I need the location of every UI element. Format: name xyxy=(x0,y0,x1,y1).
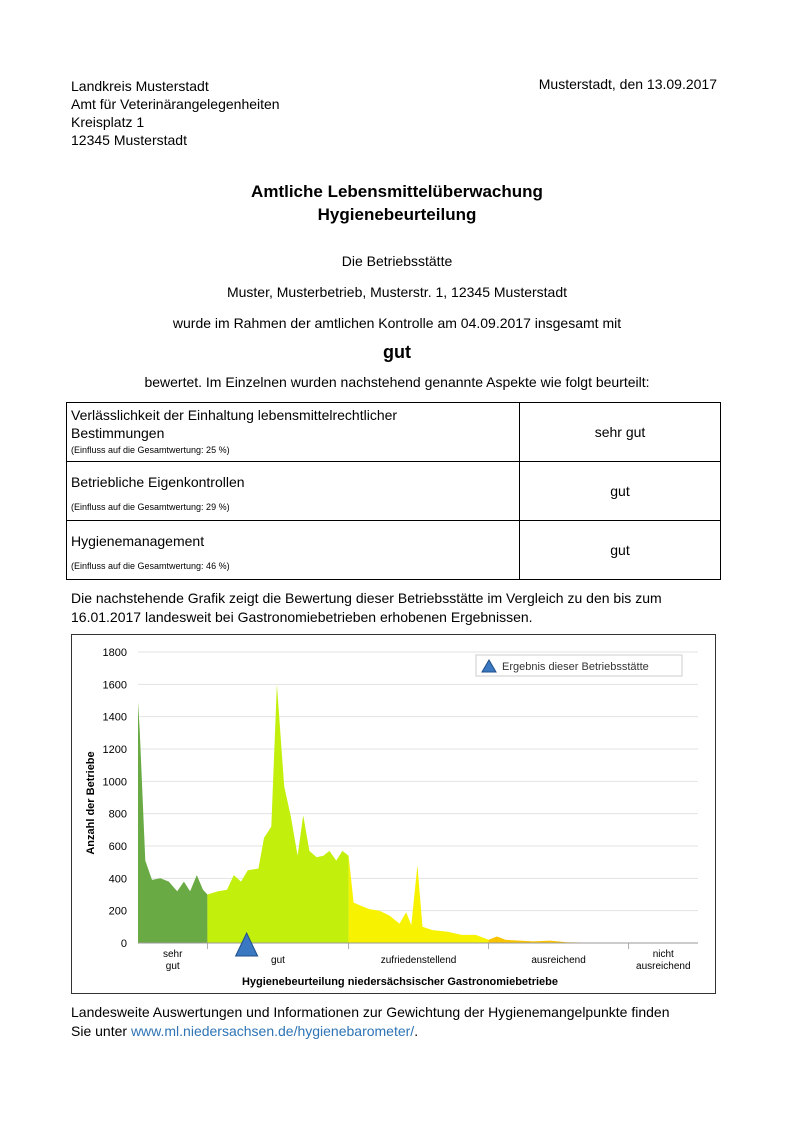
y-tick-label: 1800 xyxy=(102,647,127,659)
category-label: sehr xyxy=(162,949,183,960)
address-line-1: Landkreis Musterstadt xyxy=(71,78,209,94)
hygiene-chart xyxy=(71,634,716,994)
statement-intro: Die Betriebsstätte xyxy=(341,253,453,269)
footer-prefix: Sie unter xyxy=(71,1023,131,1039)
footer-suffix: . xyxy=(414,1023,419,1039)
y-tick-label: 400 xyxy=(108,873,127,886)
area-band xyxy=(489,937,629,944)
y-tick-label: 1200 xyxy=(102,744,127,756)
y-tick-label: 200 xyxy=(108,905,127,918)
address-line-3: Kreisplatz 1 xyxy=(71,114,145,130)
hygienebarometer-link[interactable]: www.ml.niedersachsen.de/hygienebarometer/ xyxy=(130,1023,415,1039)
category-label: gut xyxy=(271,955,285,966)
criteria-row xyxy=(67,403,721,462)
chart-intro-line2: 16.01.2017 landesweit bei Gastronomiebetrieben erhobenen Ergebnissen. xyxy=(71,609,533,625)
criteria-label: Verlässlichkeit der Einhaltung lebensmittelrechtlicher xyxy=(71,407,398,423)
control-text: wurde im Rahmen der amtlichen Kontrolle am 04.09.2017 insgesamt mit xyxy=(172,315,622,331)
overall-rating: gut xyxy=(383,342,411,362)
footer-text xyxy=(71,1003,731,1041)
legend-label: Ergebnis dieser Betriebsstätte xyxy=(502,661,649,673)
document-date: Musterstadt, den 13.09.2017 xyxy=(538,76,717,92)
criteria-table xyxy=(66,402,721,580)
criteria-label: Betriebliche Eigenkontrollen xyxy=(71,474,245,490)
criteria-rating: gut xyxy=(520,521,721,580)
document-title-line2: Hygienebeurteilung xyxy=(317,205,477,224)
criteria-influence: (Einfluss auf die Gesamtwertung: 29 %) xyxy=(71,502,230,512)
chart-intro-line1: Die nachstehende Grafik zeigt die Bewertung dieser Betriebsstätte im Vergleich zu den bis zum xyxy=(71,590,662,606)
establishment-name: Muster, Musterbetrieb, Musterstr. 1, 12345 Musterstadt xyxy=(226,284,568,300)
category-label: nicht xyxy=(652,949,674,960)
criteria-label: Hygienemanagement xyxy=(71,533,205,549)
y-tick-label: 1400 xyxy=(102,711,127,724)
footer-line1: Landesweite Auswertungen und Informationen zur Gewichtung der Hygienemangelpunkte finden xyxy=(71,1004,670,1020)
address-line-4: 12345 Musterstadt xyxy=(71,132,187,148)
y-tick-label: 1600 xyxy=(102,679,127,692)
chart-svg xyxy=(72,635,715,993)
area-band xyxy=(349,856,489,943)
area-band xyxy=(138,702,207,943)
chart-legend xyxy=(476,655,682,676)
y-axis-label: Anzahl der Betriebe xyxy=(85,751,97,855)
statement-outro: bewertet. Im Einzelnen wurden nachstehend genannte Aspekte wie folgt beurteilt: xyxy=(144,374,650,390)
footer-line2 xyxy=(71,1022,731,1041)
chart-gridlines xyxy=(138,652,698,911)
y-tick-label: 800 xyxy=(108,808,127,821)
x-axis-label: Hygienebeurteilung niedersächsischer Gastronomiebetriebe xyxy=(241,976,559,988)
category-label: gut xyxy=(165,961,180,972)
criteria-label-cont: Bestimmungen xyxy=(71,425,165,441)
criteria-row xyxy=(67,462,721,521)
criteria-rating: gut xyxy=(520,462,721,521)
y-tick-label: 600 xyxy=(108,841,127,853)
criteria-influence: (Einfluss auf die Gesamtwertung: 25 %) xyxy=(71,445,230,455)
criteria-influence: (Einfluss auf die Gesamtwertung: 46 %) xyxy=(71,561,230,571)
y-tick-label: 0 xyxy=(120,938,127,950)
category-label: ausreichend xyxy=(636,961,691,972)
y-tick-label: 1000 xyxy=(102,776,127,789)
y-tick-labels xyxy=(103,647,127,950)
criteria-rating: sehr gut xyxy=(520,403,721,462)
category-label: ausreichend xyxy=(531,955,586,966)
address-line-2: Amt für Veterinärangelegenheiten xyxy=(71,96,280,112)
category-label: zufriedenstellend xyxy=(380,955,457,966)
document-title-line1: Amtliche Lebensmittelüberwachung xyxy=(251,182,543,201)
criteria-row xyxy=(67,521,721,580)
chart-intro xyxy=(71,589,731,627)
